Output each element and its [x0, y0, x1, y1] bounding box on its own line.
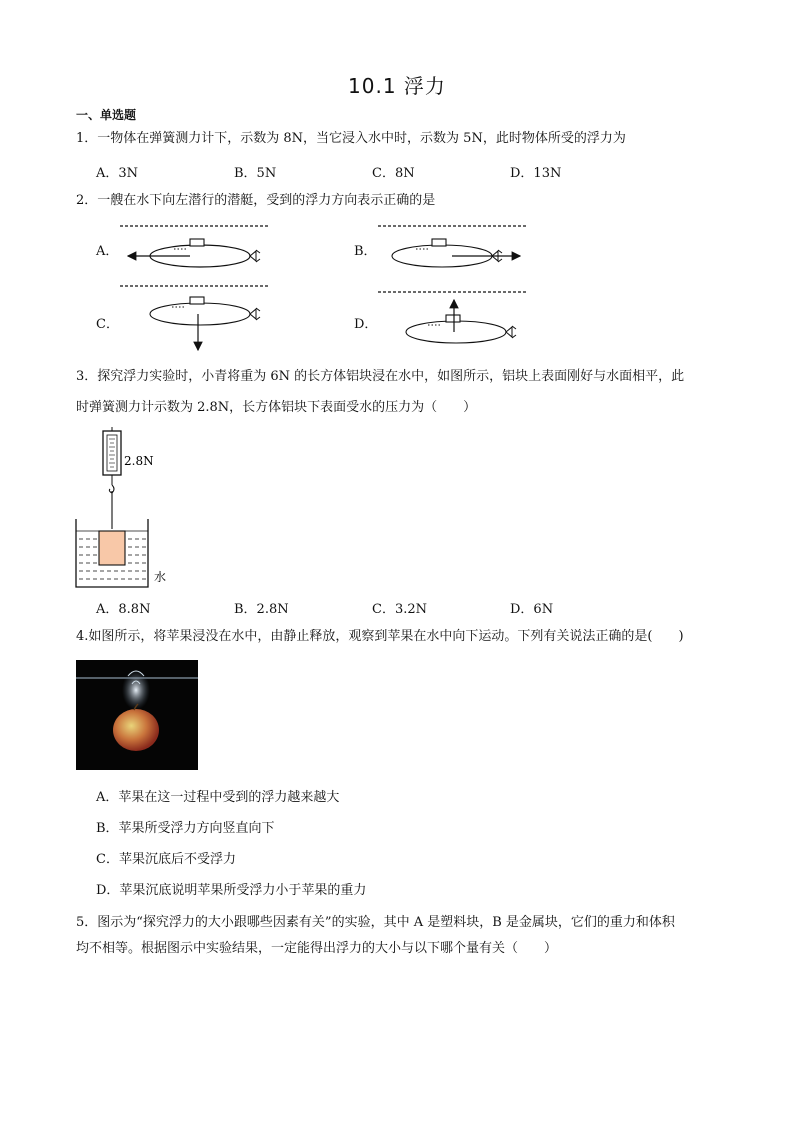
page-title: 10.1 浮力 — [348, 74, 446, 98]
q3-option-c[interactable]: C．3.2N — [372, 602, 427, 617]
apple-shape — [113, 709, 159, 751]
question-5-stem-line1: 5．图示为“探究浮力的大小跟哪些因素有关”的实验，其中 A 是塑料块，B 是金属块，它们的重力和体积 — [76, 915, 675, 930]
question-4-stem: 4.如图所示，将苹果浸没在水中，由静止释放，观察到苹果在水中向下运动。下列有关说法正确的是( ) — [76, 629, 684, 644]
question-1-options — [96, 162, 648, 181]
water-label: 水 — [154, 570, 167, 584]
q3-option-d[interactable]: D．6N — [510, 602, 554, 617]
submarine-c-figure — [120, 286, 270, 350]
submarine-figures — [0, 210, 794, 360]
scale-reading-label: 2.8N — [124, 454, 154, 468]
q2-option-a[interactable]: A． — [96, 244, 119, 259]
question-5-stem-line2: 均不相等。根据图示中实验结果，一定能得出浮力的大小与以下哪个量有关（ ） — [76, 941, 558, 956]
q4-option-b[interactable]: B．苹果所受浮力方向竖直向下 — [96, 821, 275, 836]
q2-option-b[interactable]: B． — [354, 244, 377, 259]
submarine-d-figure — [378, 292, 528, 343]
question-2-stem: 2．一艘在水下向左潜行的潜艇，受到的浮力方向表示正确的是 — [76, 193, 436, 208]
q4-option-d[interactable]: D．苹果沉底说明苹果所受浮力小于苹果的重力 — [96, 883, 367, 898]
question-3-stem-line2: 时弹簧测力计示数为 2.8N，长方体铝块下表面受水的压力为（ ） — [76, 400, 477, 415]
q2-option-d[interactable]: D． — [354, 317, 378, 332]
spring-scale-figure — [70, 425, 190, 595]
apple-in-water-photo — [76, 660, 198, 770]
q4-option-c[interactable]: C．苹果沉底后不受浮力 — [96, 852, 236, 867]
submarine-b-figure — [378, 226, 528, 267]
q4-option-a[interactable]: A．苹果在这一过程中受到的浮力越来越大 — [96, 790, 340, 805]
question-3-options — [96, 598, 648, 617]
aluminum-block — [99, 531, 125, 565]
question-1-stem: 1．一物体在弹簧测力计下，示数为 8N，当它浸入水中时，示数为 5N，此时物体所受的浮力为 — [76, 131, 626, 146]
question-3-stem-line1: 3．探究浮力实验时，小青将重为 6N 的长方体铝块浸在水中，如图所示，铝块上表面刚好与水面相平，此 — [76, 369, 685, 384]
q1-option-b[interactable]: B．5N — [234, 166, 277, 181]
submarine-a-figure — [120, 226, 270, 267]
section-heading: 一、单选题 — [76, 108, 137, 122]
q1-option-c[interactable]: C．8N — [372, 166, 415, 181]
q1-option-a[interactable]: A．3N — [96, 166, 139, 181]
q3-option-b[interactable]: B．2.8N — [234, 602, 289, 617]
q2-option-c[interactable]: C． — [96, 317, 119, 332]
q1-option-d[interactable]: D．13N — [510, 166, 562, 181]
q3-option-a[interactable]: A．8.8N — [96, 602, 151, 617]
